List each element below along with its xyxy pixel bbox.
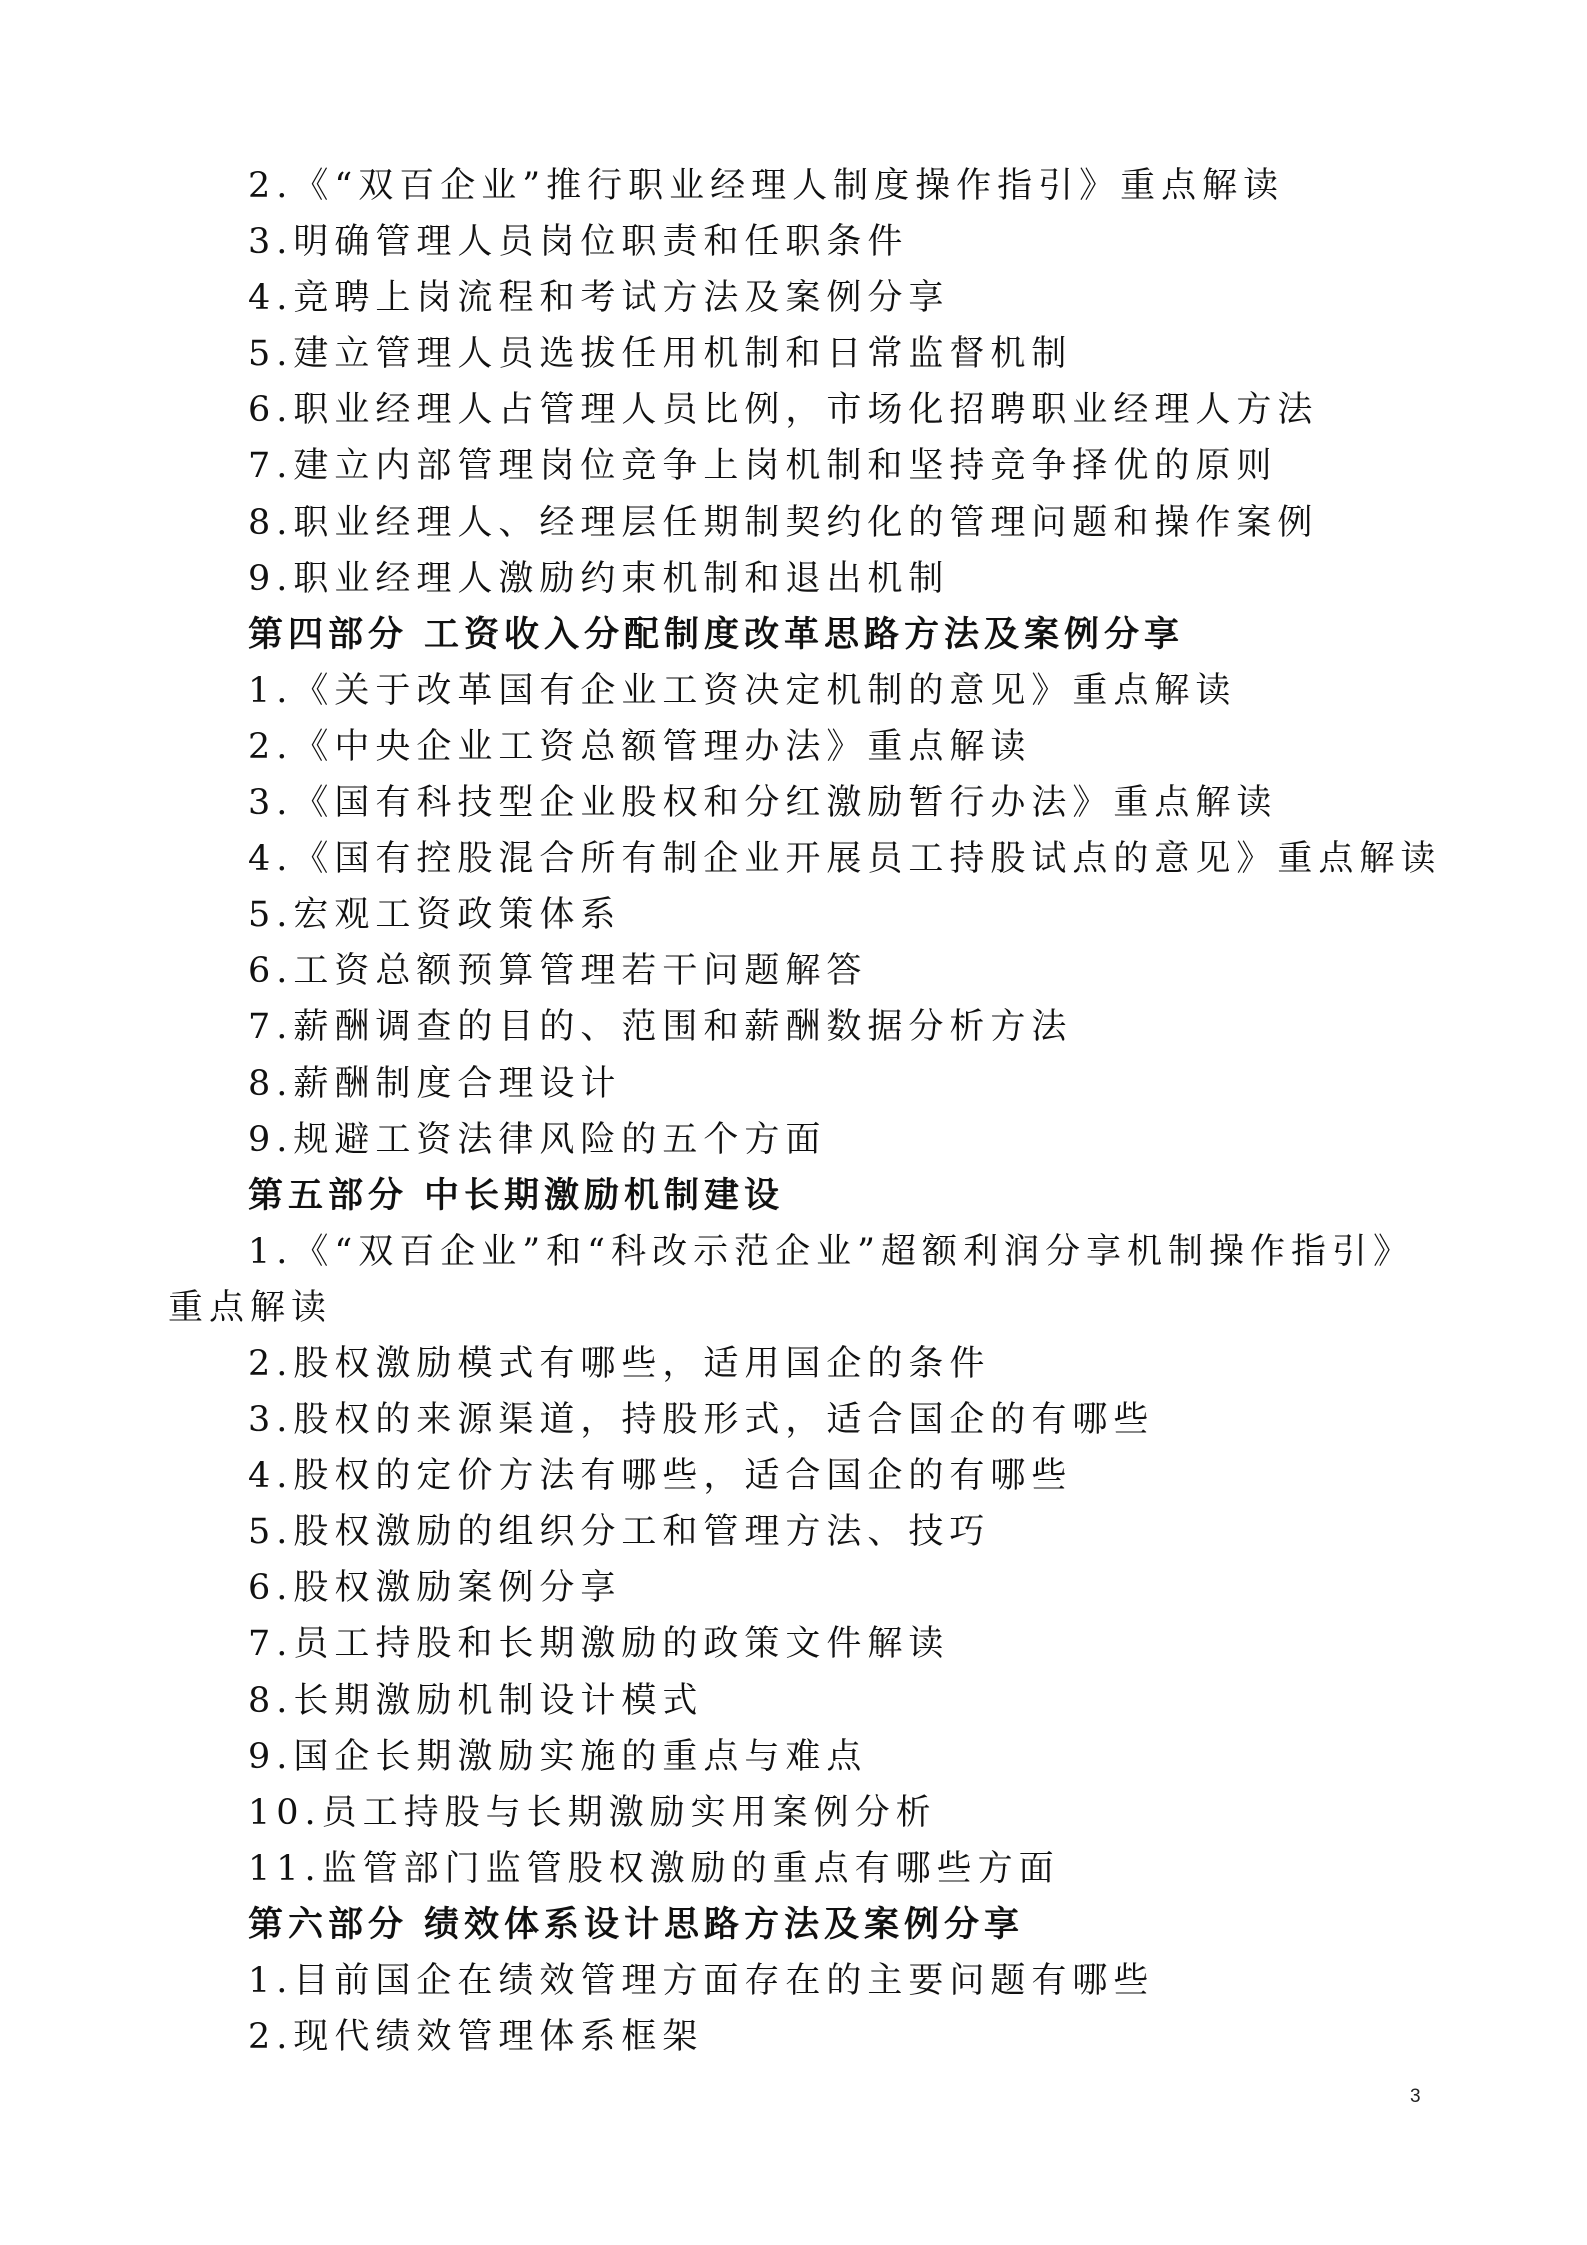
list-item: 9.职业经理人激励约束机制和退出机制 — [248, 558, 950, 599]
list-item: 11.监管部门监管股权激励的重点有哪些方面 — [248, 1848, 1060, 1889]
document-body — [168, 158, 1458, 2065]
section-title: 绩效体系设计思路方法及案例分享 — [424, 1903, 1025, 1945]
list-item: 1.目前国企在绩效管理方面存在的主要问题有哪些 — [248, 1961, 1155, 2001]
list-item: 9.规避工资法律风险的五个方面 — [248, 1119, 827, 1160]
list-item: 5.建立管理人员选拔任用机制和日常监督机制 — [248, 334, 1073, 375]
list-item: 5.宏观工资政策体系 — [248, 895, 622, 936]
list-item: 6.工资总额预算管理若干问题解答 — [248, 951, 868, 992]
list-item: 5.股权激励的组织分工和管理方法、技巧 — [248, 1512, 991, 1553]
list-item: 1.《关于改革国有企业工资决定机制的意见》重点解读 — [248, 670, 1237, 711]
section-heading-6 — [168, 1897, 1458, 1953]
list-item: 8.薪酬制度合理设计 — [248, 1063, 622, 1104]
section-label: 第六部分 — [248, 1903, 409, 1945]
list-item: 2.股权激励模式有哪些，适用国企的条件 — [248, 1343, 991, 1384]
list-item: 2.现代绩效管理体系框架 — [248, 2017, 704, 2058]
list-item-continuation: 重点解读 — [168, 1287, 333, 1328]
list-item: 7.建立内部管理岗位竞争上岗机制和坚持竞争择优的原则 — [248, 446, 1278, 487]
list-item: 9.国企长期激励实施的重点与难点 — [248, 1736, 868, 1777]
list-item: 4.竞聘上岗流程和考试方法及案例分享 — [248, 278, 950, 319]
section-title: 中长期激励机制建设 — [424, 1174, 785, 1216]
section-heading-4 — [168, 607, 1458, 663]
list-item: 2.《中央企业工资总额管理办法》重点解读 — [248, 726, 1032, 767]
section-heading-5 — [168, 1168, 1458, 1224]
list-item: 4.《国有控股混合所有制企业开展员工持股试点的意见》重点解读 — [248, 839, 1442, 880]
section-label: 第五部分 — [248, 1174, 409, 1216]
list-item: 10.员工持股与长期激励实用案例分析 — [248, 1792, 937, 1833]
section-label: 第四部分 — [248, 613, 409, 655]
list-item: 6.职业经理人占管理人员比例，市场化招聘职业经理人方法 — [248, 390, 1319, 431]
list-item: 4.股权的定价方法有哪些，适合国企的有哪些 — [248, 1456, 1073, 1497]
list-item: 8.长期激励机制设计模式 — [248, 1680, 704, 1721]
list-item: 3.《国有科技型企业股权和分红激励暂行办法》重点解读 — [248, 783, 1278, 824]
list-item: 6.股权激励案例分享 — [248, 1568, 622, 1609]
list-item: 3.明确管理人员岗位职责和任职条件 — [248, 222, 909, 263]
list-item: 7.薪酬调查的目的、范围和薪酬数据分析方法 — [248, 1007, 1073, 1048]
page-number: 3 — [1410, 2086, 1421, 2107]
list-item: 8.职业经理人、经理层任期制契约化的管理问题和操作案例 — [248, 502, 1319, 543]
list-item: 7.员工持股和长期激励的政策文件解读 — [248, 1624, 950, 1665]
list-item: 3.股权的来源渠道，持股形式，适合国企的有哪些 — [248, 1400, 1155, 1441]
list-item: 2.《“双百企业”推行职业经理人制度操作指引》重点解读 — [248, 166, 1285, 206]
section-title: 工资收入分配制度改革思路方法及案例分享 — [424, 613, 1185, 655]
list-item: 1.《“双百企业”和“科改示范企业”超额利润分享机制操作指引》 — [248, 1231, 1414, 1272]
